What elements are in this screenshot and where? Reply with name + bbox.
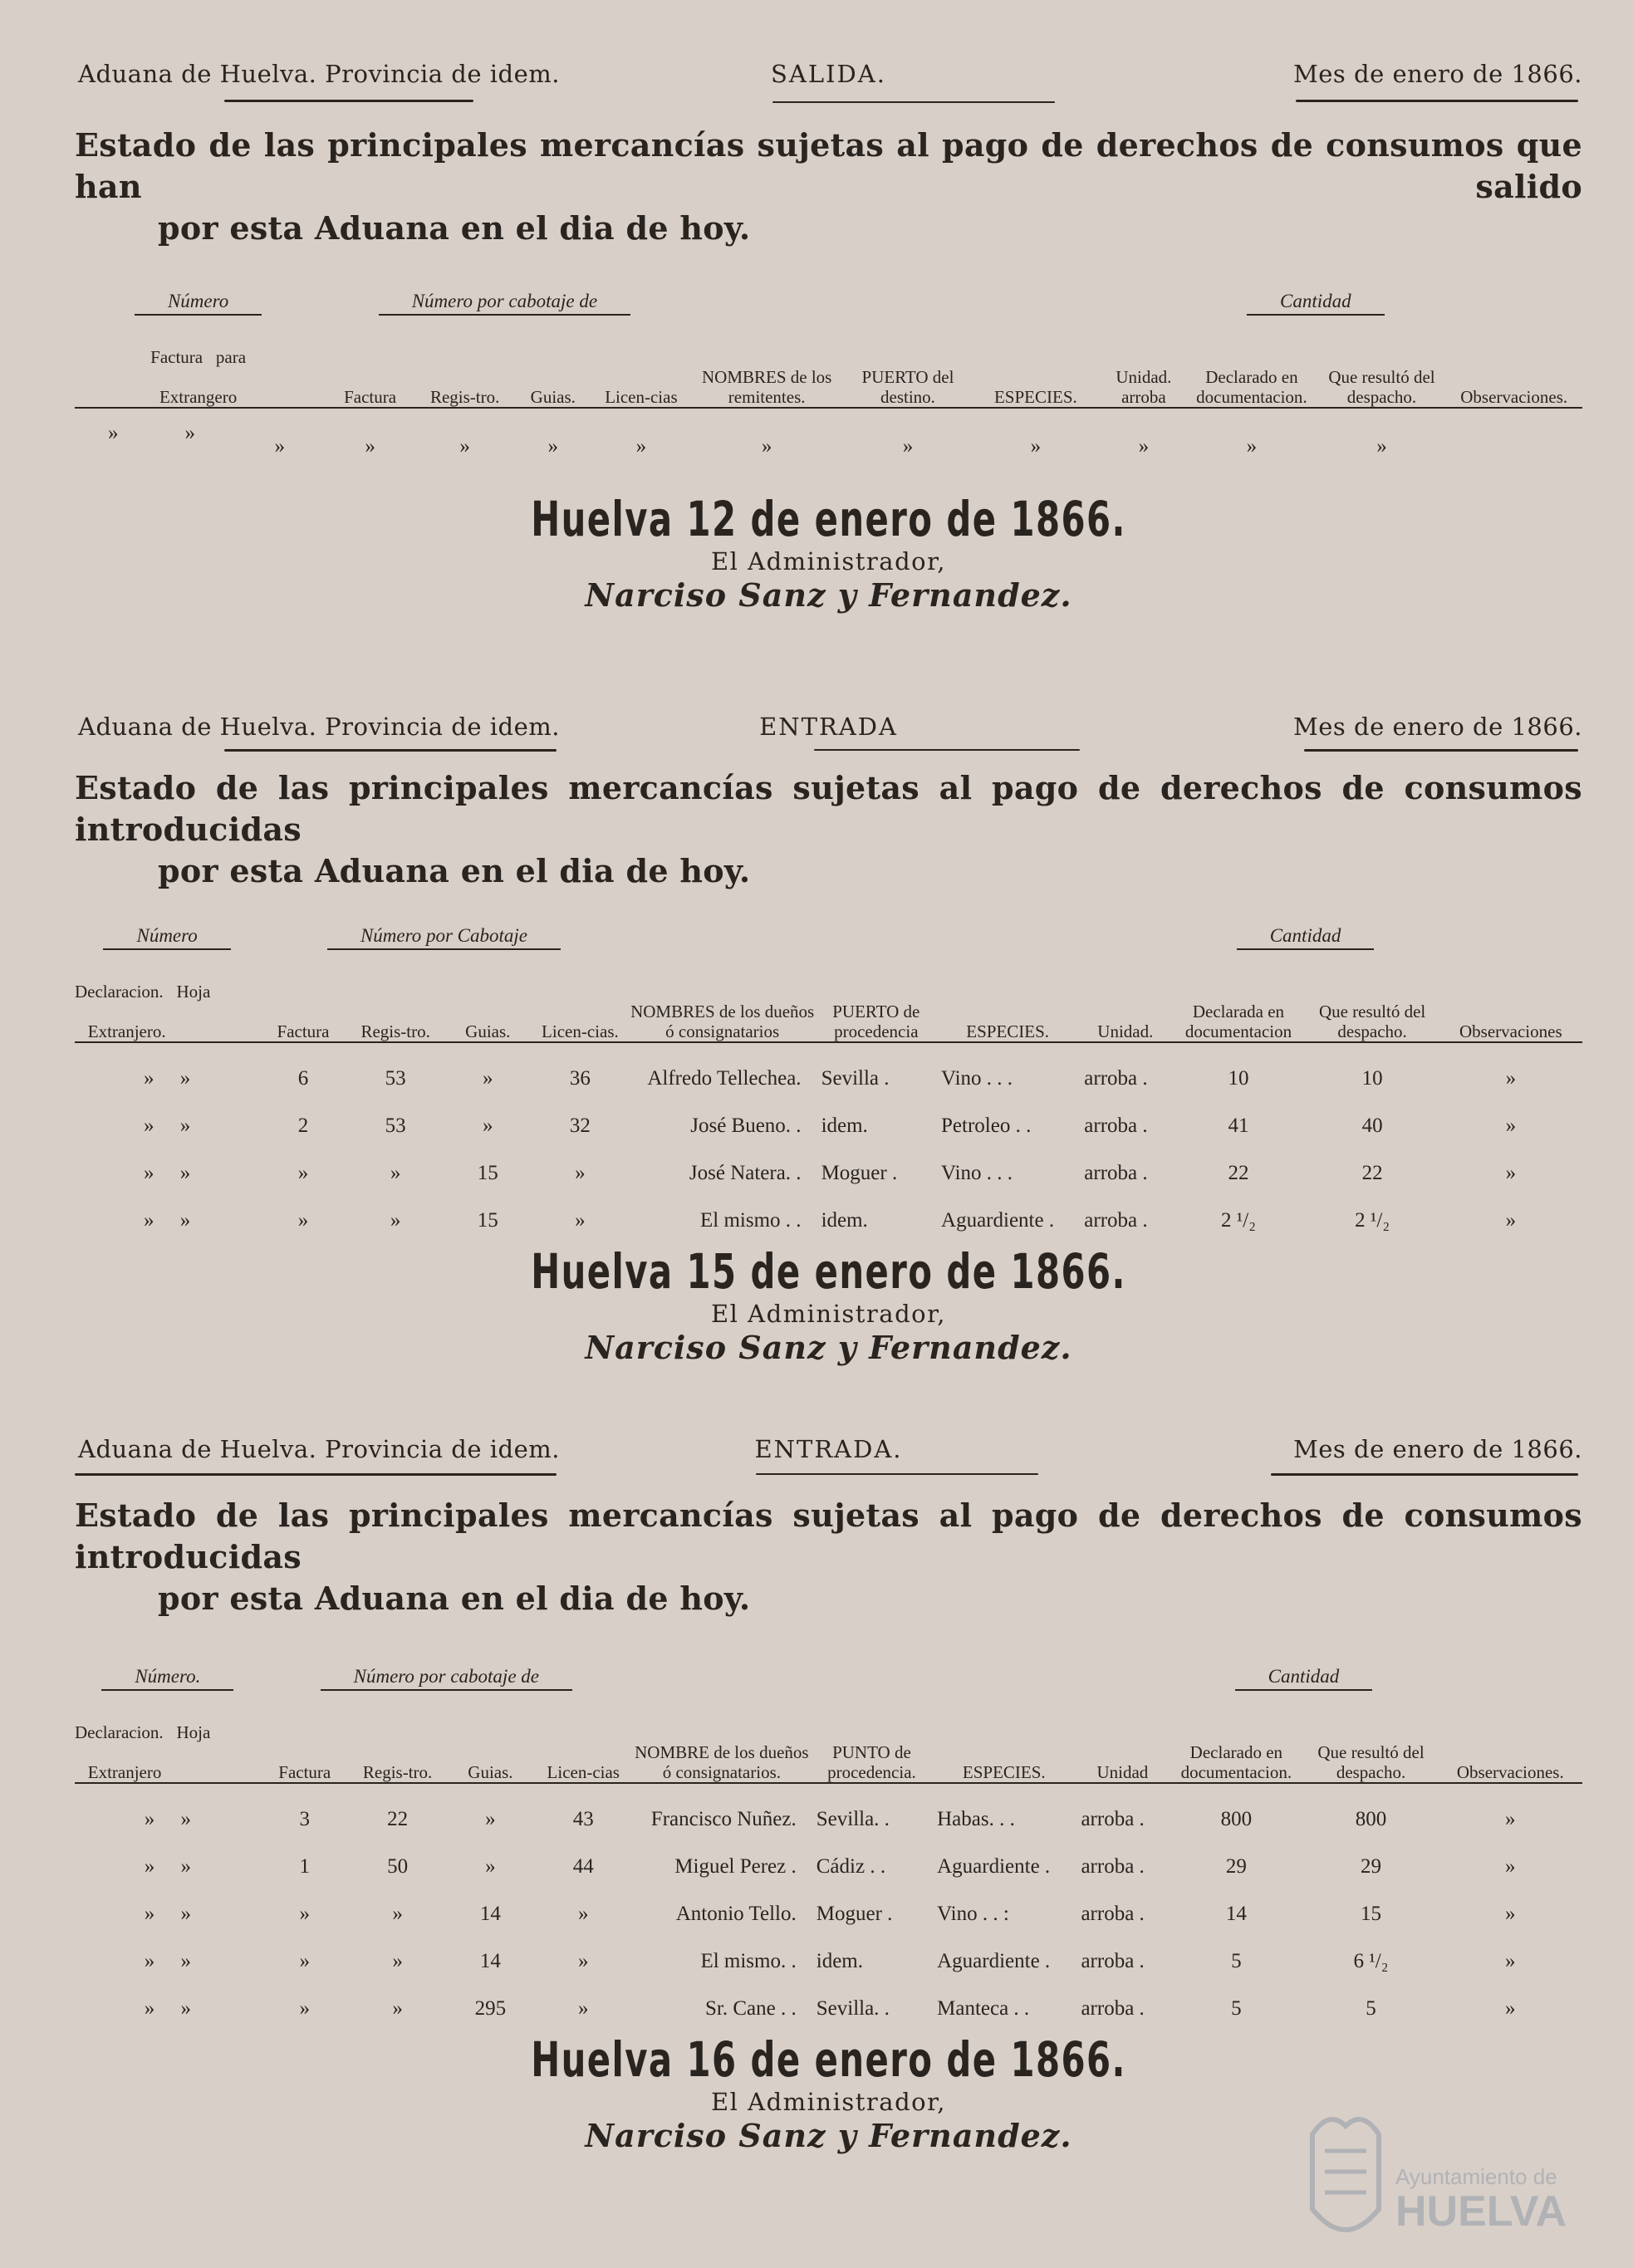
administrator-label: El Administrador, <box>710 2088 946 2116</box>
goods-table <box>75 925 1582 1232</box>
col-header: Guias. <box>444 950 532 1042</box>
group-cabotaje: Número por Cabotaje <box>327 925 561 950</box>
col-header: Unidad. arroba <box>1101 316 1185 408</box>
goods-table <box>75 1666 1582 2021</box>
section-entrada-15 <box>75 713 1582 1367</box>
col-header: Que resultó del despacho. <box>1318 316 1446 408</box>
group-numero: Número <box>103 925 230 950</box>
col-header: Factura <box>321 316 419 408</box>
rule <box>1304 749 1578 752</box>
section-header <box>75 60 1582 101</box>
header-left: Aduana de Huelva. Provincia de idem. <box>78 60 560 88</box>
col-header: PUNTO de procedencia. <box>812 1691 932 1783</box>
section-title: Estado de las principales mercancías sujetas al pago de derechos de consumos que han salido <box>75 126 1582 205</box>
header-center: ENTRADA <box>759 713 898 741</box>
group-numero: Número. <box>101 1666 233 1691</box>
col-header: Licen-cias <box>535 1691 632 1783</box>
group-cabotaje: Número por cabotaje de <box>321 1666 572 1691</box>
col-header: Declarado en documentacion. <box>1169 1691 1303 1783</box>
table-row: » » 6 53 » 36 Alfredo Tellechea. Sevilla . Vino . . . arroba . 10 10 » <box>144 1067 1517 1090</box>
rule <box>772 101 1055 103</box>
section-salida <box>75 60 1582 615</box>
header-center: ENTRADA. <box>754 1435 903 1463</box>
section-header <box>75 713 1582 754</box>
rule <box>224 100 473 102</box>
col-header: ESPECIES. <box>969 316 1101 408</box>
col-header: Guias. <box>511 316 595 408</box>
signature: Narciso Sanz y Fernandez. <box>585 2117 1072 2154</box>
signature: Narciso Sanz y Fernandez. <box>585 1329 1072 1366</box>
rule <box>756 1473 1038 1475</box>
signature: Narciso Sanz y Fernandez. <box>585 576 1072 614</box>
section-date: Huelva 16 de enero de 1866. <box>531 2031 1126 2088</box>
section-title: Estado de las principales mercancías sujetas al pago de derechos de consumos introducidas <box>75 769 1582 848</box>
administrator-label: El Administrador, <box>710 547 946 576</box>
table-row: » » » » 295 » Sr. Cane . . Sevilla. . Manteca . . arroba . 5 5 » <box>144 1997 1516 2020</box>
col-header: Guias. <box>446 1691 534 1783</box>
col-header: Regis-tro. <box>349 1691 446 1783</box>
table-row: » » 1 50 » 44 Miguel Perez . Cádiz . . Aguardiente . arroba . 29 29 » <box>144 1855 1516 1878</box>
header-center: SALIDA. <box>771 60 886 88</box>
col-header: Regis-tro. <box>347 950 444 1042</box>
table-row: » » » » » » » » » » » » » <box>108 422 1387 458</box>
table-row: » » » » 15 » José Natera. . Moguer . Vino . . . arroba . 22 22 » <box>144 1162 1517 1184</box>
header-left: Aduana de Huelva. Provincia de idem. <box>78 713 560 741</box>
section-title-cont: por esta Aduana en el dia de hoy. <box>158 209 751 247</box>
section-title: Estado de las principales mercancías sujetas al pago de derechos de consumos introducidas <box>75 1496 1582 1575</box>
watermark-line2: HUELVA <box>1395 2187 1567 2236</box>
group-numero: Número <box>135 291 262 316</box>
section-date: Huelva 15 de enero de 1866. <box>531 1243 1126 1300</box>
col-header: Factura <box>261 1691 349 1783</box>
table-row: » » » » 14 » El mismo. . idem. Aguardiente . arroba . 5 6 ¹/₂ » <box>144 1950 1516 1972</box>
col-header: Licen-cias <box>595 316 687 408</box>
col-header: Observaciones <box>1439 950 1582 1042</box>
rule <box>1296 100 1578 102</box>
group-cantidad: Cantidad <box>1235 1666 1373 1691</box>
col-header: Declaracion. Hoja Extranjero <box>75 1722 211 1782</box>
table-row: » » » » 14 » Antonio Tello. Moguer . Vino . . : arroba . 14 15 » <box>144 1903 1516 1925</box>
col-header: ESPECIES. <box>932 1691 1076 1783</box>
group-cantidad: Cantidad <box>1237 925 1375 950</box>
section-date: Huelva 12 de enero de 1866. <box>531 491 1126 547</box>
watermark-line1: Ayuntamiento de <box>1395 2164 1557 2189</box>
coat-of-arms-icon <box>1296 2093 1570 2259</box>
administrator-label: El Administrador, <box>710 1300 946 1328</box>
col-header: Licen-cias. <box>532 950 629 1042</box>
col-header: Factura para Extrangero <box>150 347 247 407</box>
col-header: NOMBRES de los dueños ó consignatarios <box>629 950 816 1042</box>
section-title-cont: por esta Aduana en el dia de hoy. <box>158 852 751 889</box>
col-header: Declaracion. Hoja Extranjero. <box>75 982 211 1041</box>
table-row: » » 2 53 » 32 José Bueno. . idem. Petroleo . . arroba . 41 40 » <box>144 1114 1517 1137</box>
col-header: ESPECIES. <box>936 950 1079 1042</box>
col-header: Que resultó del despacho. <box>1303 1691 1438 1783</box>
header-right: Mes de enero de 1866. <box>1293 713 1582 741</box>
section-title-cont: por esta Aduana en el dia de hoy. <box>158 1580 751 1617</box>
col-header: Regis-tro. <box>419 316 511 408</box>
rule <box>224 749 557 752</box>
col-header: Factura <box>259 950 347 1042</box>
ayuntamiento-watermark <box>1296 2093 1570 2259</box>
col-header: Unidad. <box>1079 950 1171 1042</box>
col-header: PUERTO de procedencia <box>816 950 936 1042</box>
col-header: Declarado en documentacion. <box>1185 316 1317 408</box>
goods-table <box>75 291 1582 458</box>
header-right: Mes de enero de 1866. <box>1293 60 1582 88</box>
col-header: PUERTO del destino. <box>846 316 970 408</box>
table-row: » » 3 22 » 43 Francisco Nuñez. Sevilla. . Habas. . . arroba . 800 800 » <box>144 1808 1516 1830</box>
rule <box>814 749 1080 751</box>
section-entrada-16 <box>75 1435 1582 2155</box>
table-row: » » » » 15 » El mismo . . idem. Aguardiente . arroba . 2 ¹/₂ 2 ¹/₂ » <box>144 1209 1517 1232</box>
section-header <box>75 1435 1582 1477</box>
col-header: NOMBRE de los dueños ó consignatarios. <box>632 1691 812 1783</box>
col-header: Observaciones. <box>1439 1691 1582 1783</box>
group-cantidad: Cantidad <box>1247 291 1385 316</box>
group-cabotaje: Número por cabotaje de <box>379 291 630 316</box>
col-header: Que resultó del despacho. <box>1306 950 1439 1042</box>
col-header: NOMBRES de los remitentes. <box>688 316 846 408</box>
col-header: Observaciones. <box>1445 316 1582 408</box>
col-header: Unidad <box>1076 1691 1169 1783</box>
header-right: Mes de enero de 1866. <box>1293 1435 1582 1463</box>
col-header: Declarada en documentacion <box>1171 950 1305 1042</box>
rule <box>75 1473 557 1476</box>
rule <box>1271 1473 1578 1476</box>
header-left: Aduana de Huelva. Provincia de idem. <box>78 1435 560 1463</box>
